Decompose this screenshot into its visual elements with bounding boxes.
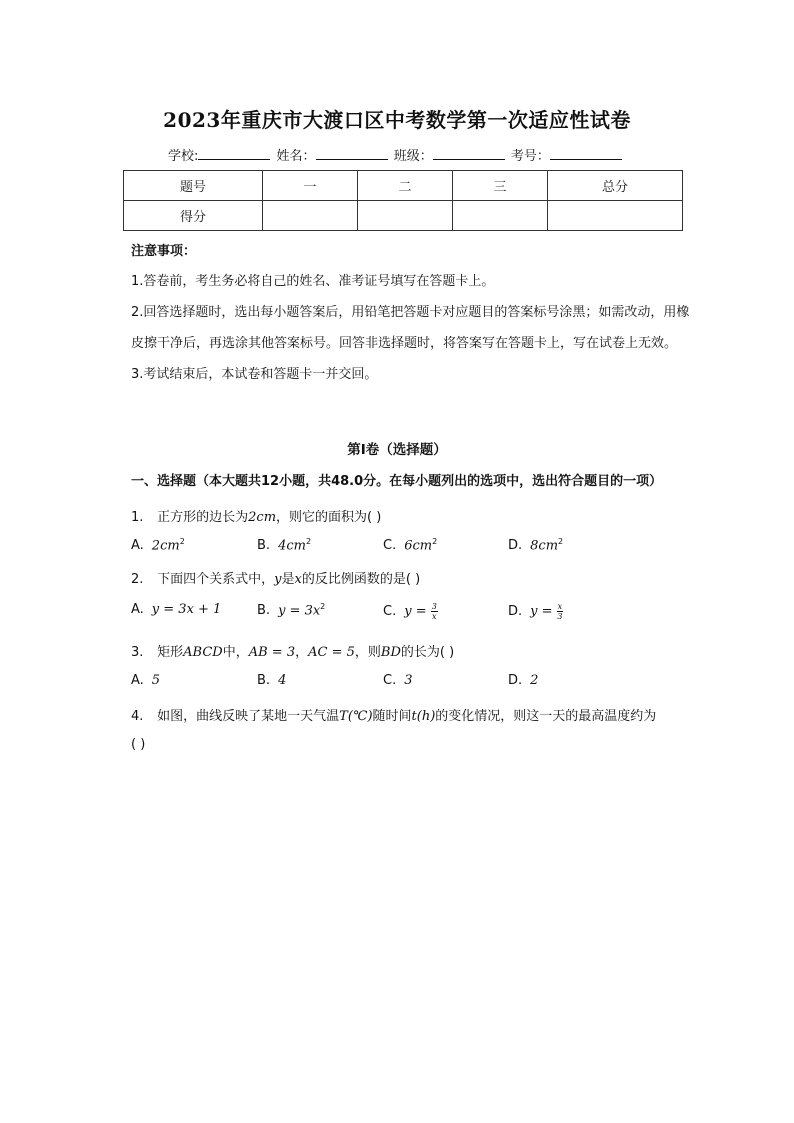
option-value: y = (530, 604, 557, 619)
school-blank (198, 147, 270, 160)
question-1 (131, 506, 381, 525)
question-text: 是 (281, 572, 295, 587)
name-blank (316, 147, 388, 160)
question-number: 1. (131, 510, 144, 525)
option-value: 2cm (151, 538, 180, 554)
option-a[interactable] (131, 537, 185, 553)
option-c[interactable] (383, 673, 413, 688)
question-text: 如图，曲线反映了某地一天气温 (157, 709, 340, 724)
math-expression: AC = 5 (308, 645, 355, 660)
score-header-cell: 题号 (124, 171, 263, 201)
note-item: 1.答卷前，考生务必将自己的姓名、准考证号填写在答题卡上。 (131, 274, 495, 289)
option-label: C. (383, 538, 397, 554)
student-info-row (168, 145, 624, 164)
notes-title: 注意事项： (131, 244, 197, 259)
option-c[interactable] (383, 602, 438, 621)
math-expression: AB = 3 (248, 645, 296, 660)
question-1-options (131, 537, 691, 557)
question-text: 随时间 (372, 709, 412, 724)
option-label: A. (131, 538, 144, 554)
class-blank (433, 147, 505, 160)
fraction-numerator: x (557, 602, 563, 611)
option-value: y = (404, 604, 431, 619)
option-exponent: 2 (558, 537, 564, 546)
option-d[interactable] (508, 537, 563, 553)
score-header-cell: 二 (358, 171, 453, 201)
option-label: D. (508, 538, 523, 554)
math-variable: y (274, 572, 282, 587)
fraction (557, 602, 564, 621)
fraction (431, 602, 438, 621)
option-exponent: 2 (432, 537, 438, 546)
score-table (123, 170, 683, 231)
option-d[interactable] (508, 602, 563, 621)
score-cell (548, 201, 683, 231)
option-c[interactable] (383, 537, 437, 553)
question-text: 中， (222, 645, 249, 660)
question-text: 的变化情况，则这一天的最高温度约为 (435, 709, 657, 724)
option-label: B. (257, 673, 271, 688)
question-4 (131, 705, 656, 724)
score-header-cell: 一 (263, 171, 358, 201)
question-text: ，则它的面积为( ) (276, 510, 382, 525)
school-label: 学校: (168, 149, 199, 164)
math-expression: ABCD (183, 645, 223, 660)
question-text: 下面四个关系式中， (157, 572, 275, 587)
option-label: D. (508, 673, 523, 688)
option-a[interactable] (131, 602, 221, 617)
option-value: 4 (278, 673, 287, 688)
option-label: C. (383, 673, 397, 688)
question-text: 矩形 (157, 645, 184, 660)
option-exponent: 2 (305, 537, 312, 546)
score-header-cell: 三 (453, 171, 548, 201)
note-item: 3.考试结束后，本试卷和答题卡一并交回。 (131, 367, 378, 382)
math-expression: BD (380, 645, 401, 660)
math-expression: 2cm (248, 510, 277, 525)
number-label: 考号： (510, 149, 550, 164)
option-exponent: 2 (179, 537, 185, 546)
option-value: 3 (404, 673, 413, 688)
question-text: 正方形的边长为 (157, 510, 249, 525)
note-item: 2.回答选择题时，选出每小题答案后，用铅笔把答题卡对应题目的答案标号涂黑；如需改动，用橡皮擦干净后，再选涂其他答案标号。回答非选择题时，将答案写在答题卡上，写在试卷上无效。 (131, 305, 690, 351)
question-number: 4. (131, 709, 144, 724)
option-value: y = 3x (278, 603, 321, 619)
math-expression: T(℃) (339, 709, 373, 724)
question-2-options (131, 602, 691, 622)
option-value: 8cm (530, 538, 559, 554)
class-label: 班级： (393, 149, 433, 164)
score-table-header-row (124, 171, 683, 201)
option-a[interactable] (131, 673, 160, 688)
question-text: 的反比例函数的是( ) (301, 572, 421, 587)
section-title: 第I卷（选择题） (347, 442, 447, 458)
option-value: 2 (530, 673, 539, 688)
option-d[interactable] (508, 673, 538, 688)
option-value: 5 (151, 673, 161, 688)
question-3-options (131, 673, 691, 693)
question-text: ， (295, 645, 309, 660)
question-text: ，则 (354, 645, 381, 660)
option-value: y = 3x + 1 (151, 602, 222, 617)
option-label: A. (131, 602, 144, 617)
name-label: 姓名： (276, 149, 316, 164)
number-blank (550, 147, 622, 160)
score-header-cell: 总分 (548, 171, 683, 201)
option-label: D. (508, 604, 523, 619)
fraction-numerator: 3 (431, 602, 437, 611)
score-cell (453, 201, 548, 231)
score-table-score-row (124, 201, 683, 231)
fraction-denominator: 3 (557, 612, 563, 621)
fraction-denominator: x (432, 612, 437, 621)
question-number: 2. (131, 572, 144, 587)
option-label: B. (257, 538, 271, 554)
option-label: A. (131, 673, 144, 688)
question-3 (131, 641, 454, 660)
notes-list (131, 266, 701, 390)
option-label: B. (257, 603, 271, 619)
math-variable: x (294, 572, 302, 587)
option-value: 4cm (278, 538, 306, 554)
part-heading: 一、选择题（本大题共12小题，共48.0分。在每小题列出的选项中，选出符合题目的一项） (131, 474, 663, 489)
math-expression: t(h) (411, 709, 436, 724)
option-value: 6cm (404, 538, 433, 554)
question-number: 3. (131, 645, 144, 660)
question-4-answer-brackets: ( ) (131, 737, 146, 752)
question-text: 的长为( ) (400, 645, 455, 660)
score-cell (358, 201, 453, 231)
option-b[interactable] (257, 537, 311, 553)
option-label: C. (383, 604, 397, 619)
score-row-label: 得分 (124, 201, 263, 231)
option-exponent: 2 (320, 602, 326, 611)
exam-title: 2023年重庆市大渡口区中考数学第一次适应性试卷 (163, 108, 631, 132)
score-cell (263, 201, 358, 231)
option-b[interactable] (257, 602, 325, 618)
option-b[interactable] (257, 673, 286, 688)
question-2 (131, 568, 420, 587)
